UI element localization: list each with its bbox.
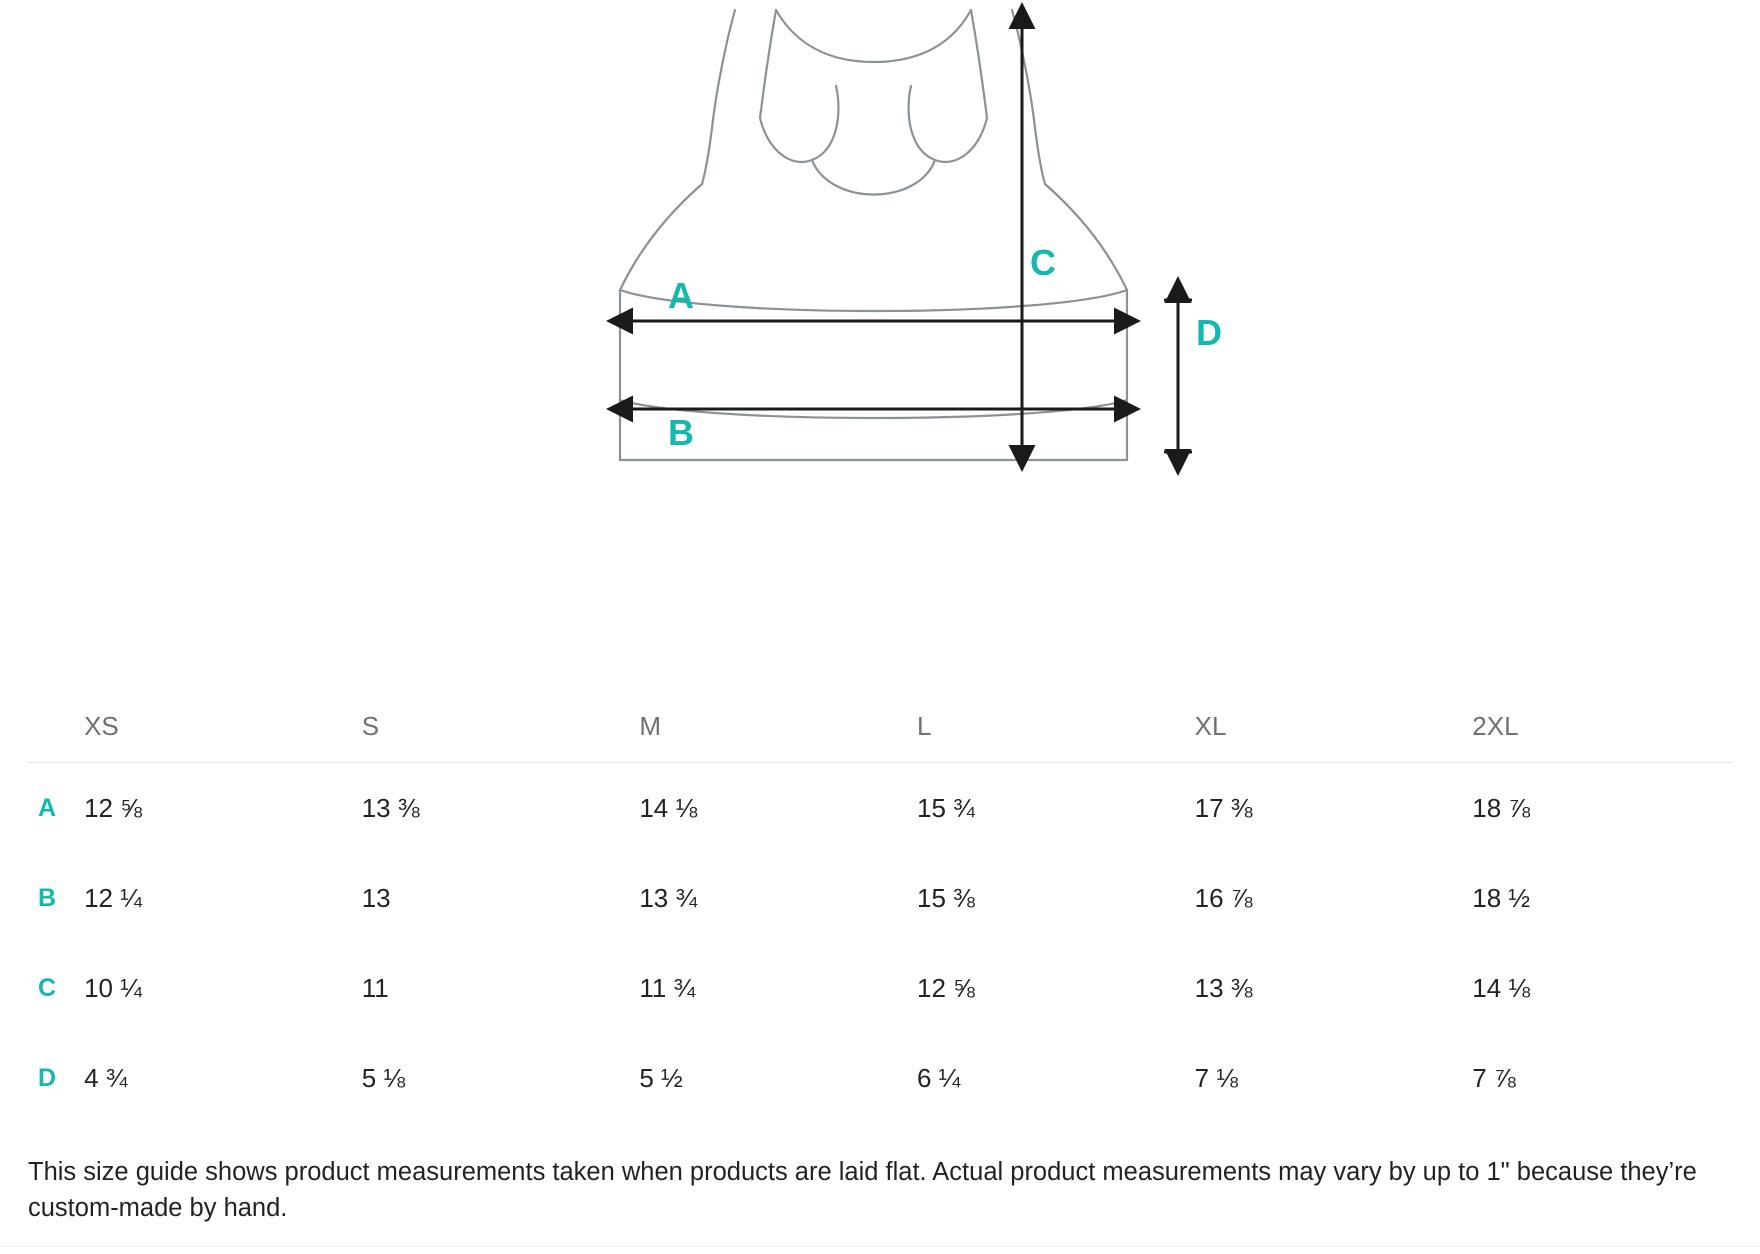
table-row (28, 943, 1732, 1033)
cell-d-xs: 4 ¾ (84, 1062, 128, 1093)
cell-d-l: 6 ¼ (916, 1062, 961, 1093)
diagram-label-c: C (1030, 242, 1056, 283)
cell-d-2xl: 7 ⅞ (1472, 1062, 1516, 1093)
table-header-row (28, 690, 1732, 763)
diagram-label-a: A (668, 275, 694, 316)
column-header-s: S (361, 710, 380, 741)
sports-bra-diagram-svg (0, 0, 1760, 500)
cell-b-m: 13 ¾ (639, 882, 698, 913)
row-label-d: D (38, 1063, 57, 1092)
column-header-2xl: 2XL (1472, 710, 1519, 741)
table-header (28, 690, 1732, 763)
cell-d-s: 5 ⅛ (361, 1062, 406, 1093)
column-header-xl: XL (1194, 710, 1227, 741)
size-chart (28, 690, 1732, 1123)
cell-b-l: 15 ⅜ (916, 882, 975, 913)
cell-c-s: 11 (361, 972, 389, 1003)
cell-c-m: 11 ¾ (639, 972, 696, 1003)
column-header-l: L (916, 710, 932, 741)
cell-a-2xl: 18 ⅞ (1472, 792, 1531, 823)
cell-b-2xl: 18 ½ (1472, 882, 1531, 913)
cell-c-2xl: 14 ⅛ (1472, 972, 1531, 1003)
cell-b-xs: 12 ¼ (84, 882, 142, 913)
size-table (28, 690, 1732, 1123)
corner-cell (28, 690, 66, 763)
bottom-divider (0, 1246, 1760, 1247)
cell-a-xl: 17 ⅜ (1194, 792, 1253, 823)
diagram-label-b: B (668, 412, 694, 453)
row-label-b: B (38, 883, 57, 912)
table-row (28, 1033, 1732, 1123)
cell-a-l: 15 ¾ (916, 792, 975, 823)
cell-c-xs: 10 ¼ (84, 972, 142, 1003)
cell-d-m: 5 ½ (639, 1062, 683, 1093)
table-body (28, 763, 1732, 1124)
cell-b-s: 13 (361, 882, 391, 913)
row-label-c: C (38, 973, 57, 1002)
column-header-m: M (639, 710, 662, 741)
column-header-xs: XS (84, 710, 119, 741)
table-row (28, 763, 1732, 854)
cell-a-xs: 12 ⅝ (84, 792, 142, 823)
cell-c-l: 12 ⅝ (916, 972, 975, 1003)
size-guide-footnote: This size guide shows product measurements taken when products are laid flat. Actual product measurements may vary by up to 1" because they’re custom-made by hand. (28, 1157, 1697, 1222)
table-row (28, 853, 1732, 943)
cell-a-s: 13 ⅜ (361, 792, 420, 823)
diagram-label-d: D (1196, 312, 1222, 353)
cell-a-m: 14 ⅛ (639, 792, 698, 823)
cell-d-xl: 7 ⅛ (1194, 1062, 1238, 1093)
row-label-a: A (38, 793, 57, 822)
cell-c-xl: 13 ⅜ (1194, 972, 1253, 1003)
cell-b-xl: 16 ⅞ (1194, 882, 1253, 913)
measurement-diagram (0, 0, 1760, 500)
